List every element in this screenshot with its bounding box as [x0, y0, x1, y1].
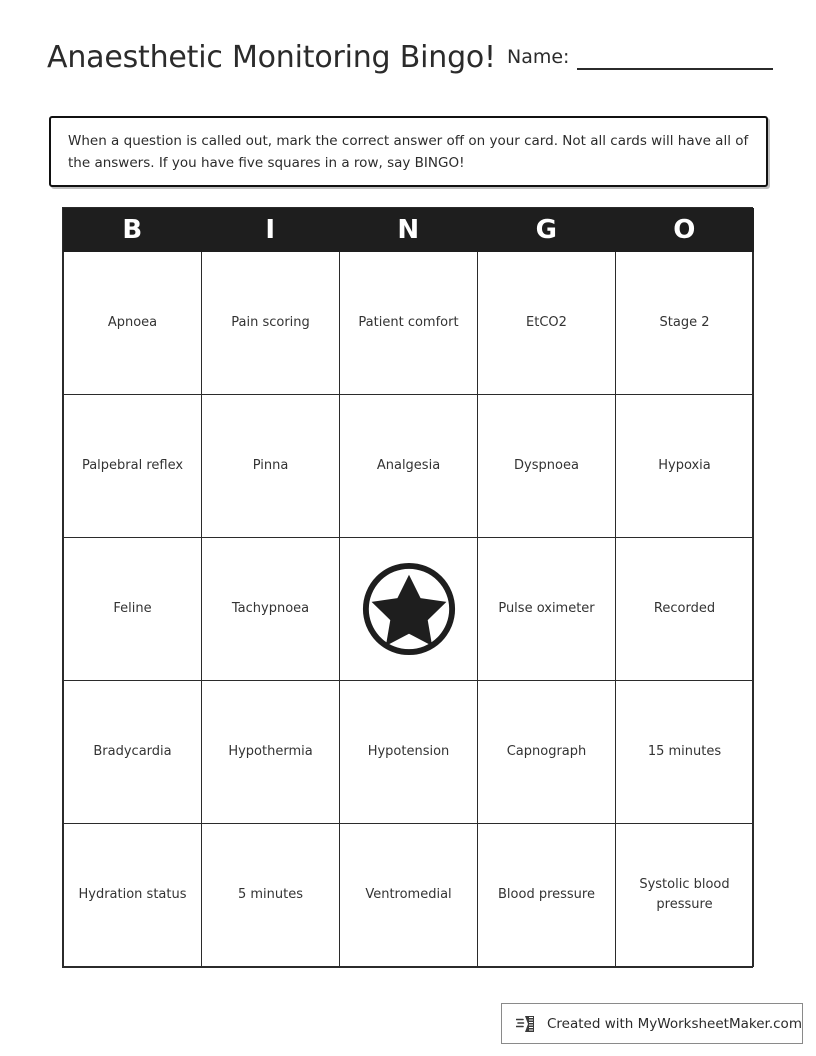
- bingo-cell-label: Analgesia: [376, 457, 441, 473]
- bingo-cell[interactable]: [64, 252, 202, 395]
- bingo-column-header-n: N: [340, 209, 478, 252]
- bingo-cell[interactable]: [478, 395, 616, 538]
- bingo-cell[interactable]: [478, 252, 616, 395]
- bingo-cell-label: 15 minutes: [647, 743, 722, 759]
- bingo-cell-label: Hypothermia: [228, 743, 313, 759]
- bingo-cell[interactable]: [202, 824, 340, 967]
- bingo-cell[interactable]: [64, 538, 202, 681]
- bingo-cell[interactable]: [478, 681, 616, 824]
- bingo-cell[interactable]: [616, 538, 754, 681]
- bingo-cell-label: Hydration status: [78, 886, 187, 902]
- bingo-cell-label: Hypoxia: [658, 457, 711, 473]
- bingo-header-row: [64, 209, 754, 252]
- bingo-cell[interactable]: [340, 395, 478, 538]
- bingo-cell[interactable]: [478, 824, 616, 967]
- bingo-cell-label: Recorded: [653, 600, 716, 616]
- bingo-cell-label: Palpebral reflex: [81, 457, 184, 473]
- created-with-label: Created with MyWorksheetMaker.com: [547, 1015, 802, 1032]
- bingo-row: [64, 681, 754, 824]
- name-field-group: [507, 48, 773, 70]
- bingo-cell[interactable]: [202, 252, 340, 395]
- bingo-cell[interactable]: [64, 395, 202, 538]
- bingo-row: [64, 395, 754, 538]
- bingo-cell-label: Capnograph: [506, 743, 587, 759]
- bingo-grid-table: [63, 208, 754, 967]
- bingo-column-header-b: B: [64, 209, 202, 252]
- bingo-cell-label: Hypotension: [367, 743, 450, 759]
- bingo-cell[interactable]: [64, 681, 202, 824]
- bingo-cell[interactable]: [202, 538, 340, 681]
- bingo-cell[interactable]: [340, 824, 478, 967]
- bingo-body: [64, 252, 754, 967]
- bingo-cell-label: Ventromedial: [365, 886, 452, 902]
- bingo-cell-free-space[interactable]: [340, 538, 478, 681]
- flying-page-logo-icon: [516, 1013, 538, 1035]
- bingo-column-header-g: G: [478, 209, 616, 252]
- bingo-cell[interactable]: [64, 824, 202, 967]
- bingo-cell-label: Apnoea: [107, 314, 158, 330]
- star-in-circle-icon: [346, 560, 471, 658]
- bingo-row: [64, 538, 754, 681]
- name-input-line[interactable]: [577, 68, 773, 70]
- bingo-cell-label: Systolic blood pressure: [639, 876, 730, 912]
- bingo-cell[interactable]: [616, 681, 754, 824]
- bingo-cell[interactable]: [616, 824, 754, 967]
- bingo-cell-label: Patient comfort: [358, 314, 459, 330]
- created-with-badge[interactable]: [501, 1003, 803, 1044]
- bingo-cell-label: Feline: [113, 600, 152, 616]
- bingo-cell-label: 5 minutes: [237, 886, 304, 902]
- page-title: Anaesthetic Monitoring Bingo!: [47, 40, 496, 75]
- bingo-row: [64, 252, 754, 395]
- bingo-cell-label: Bradycardia: [93, 743, 172, 759]
- bingo-cell-label: Dyspnoea: [514, 457, 579, 473]
- bingo-cell[interactable]: [616, 395, 754, 538]
- bingo-row: [64, 824, 754, 967]
- bingo-card: [62, 207, 753, 968]
- bingo-column-header-i: I: [202, 209, 340, 252]
- bingo-column-header-o: O: [616, 209, 754, 252]
- bingo-cell-label: Pinna: [252, 457, 289, 473]
- bingo-cell[interactable]: [478, 538, 616, 681]
- bingo-cell-label: Pain scoring: [231, 314, 310, 330]
- instructions-text: When a question is called out, mark the correct answer off on your card. Not all cards will have all of the answers. If you have five squares in a row, say BINGO!: [68, 133, 749, 171]
- bingo-cell[interactable]: [616, 252, 754, 395]
- bingo-cell-label: EtCO2: [526, 314, 567, 330]
- name-label: Name:: [507, 46, 570, 68]
- bingo-cell-label: Blood pressure: [498, 886, 595, 902]
- bingo-cell[interactable]: [340, 252, 478, 395]
- bingo-cell[interactable]: [202, 395, 340, 538]
- bingo-cell-label: Pulse oximeter: [498, 600, 595, 616]
- instructions-box: [49, 116, 768, 187]
- bingo-cell-label: Tachypnoea: [231, 600, 310, 616]
- bingo-cell[interactable]: [202, 681, 340, 824]
- bingo-cell-label: Stage 2: [659, 314, 710, 330]
- bingo-cell[interactable]: [340, 681, 478, 824]
